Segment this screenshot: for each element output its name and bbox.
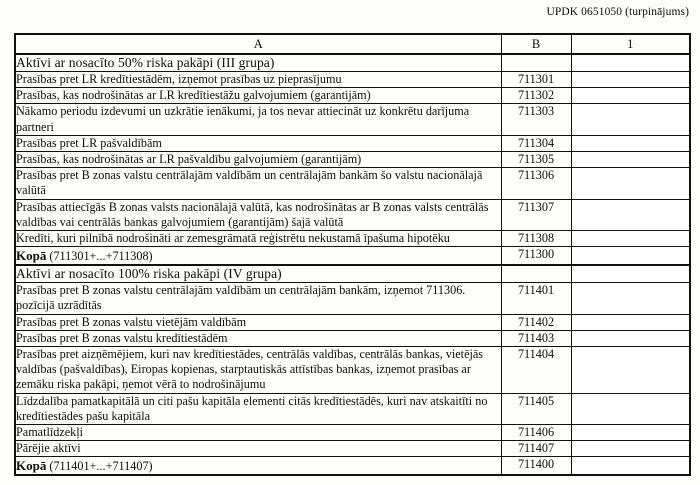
row-value-input[interactable] [571, 314, 690, 330]
group-title-iii: Aktīvi ar nosacīto 50% riska pakāpi (III grupa) [15, 54, 501, 72]
row-value-input[interactable] [571, 393, 690, 424]
group-total-label-formula: (711301+...+711308) [46, 249, 153, 264]
row-label: Prasības pret B zonas valstu centrālajām valdībām un centrālajām bankām šo valstu nacionālajā valūtā [15, 168, 501, 199]
row-value-input[interactable] [571, 231, 690, 247]
table-row [15, 168, 690, 199]
row-code: 711403 [501, 330, 571, 346]
row-code: 711405 [501, 393, 571, 424]
group-title-value-cell[interactable] [571, 54, 690, 72]
group-total-label-bold: Kopā [16, 248, 47, 264]
row-label: Līdzdalība pamatkapitālā un citi pašu kapitāla elementi citās kredītiestādēs, kuri nav atskaitīti no kredītiestādes pašu kapitāla [15, 393, 501, 424]
group-total-code: 711400 [501, 457, 571, 476]
group-title-value-cell[interactable] [571, 265, 690, 283]
row-code: 711308 [501, 231, 571, 247]
row-label: Prasības pret LR kredītiestādēm, izņemot prasības uz pieprasījumu [15, 72, 501, 88]
group-total-label [15, 247, 501, 266]
table-row [15, 425, 690, 441]
table-row [15, 88, 690, 104]
row-label: Prasības pret B zonas valstu vietējām valdībām [15, 314, 501, 330]
row-value-input[interactable] [571, 199, 690, 230]
group-total-value-input[interactable] [571, 457, 690, 476]
group-title-row [15, 265, 690, 283]
table-row [15, 314, 690, 330]
group-title-code-spacer [501, 265, 571, 283]
row-label: Prasības pret aizņēmējiem, kuri nav kredītiestādes, centrālās valdības, centrālās bankas, vietējās valdības (pašvaldības), Eiropas kopienas, starptautiskās attīstības bankas, izņemot prasības ar zemāku riska pakāpi, ņemot vērā to nodrošinājumu [15, 347, 501, 394]
row-code: 711303 [501, 104, 571, 135]
table-row [15, 330, 690, 346]
group-total-label [15, 457, 501, 476]
risk-weight-assets-table-wrapper [14, 33, 689, 476]
row-code: 711305 [501, 152, 571, 168]
table-row [15, 347, 690, 394]
row-code: 711404 [501, 347, 571, 394]
row-code: 711306 [501, 168, 571, 199]
row-label: Prasības pret B zonas valstu centrālajām valdībām un centrālajām bankām, izņemot 711306. pozīcijā uzrādītās [15, 283, 501, 314]
row-value-input[interactable] [571, 347, 690, 394]
row-value-input[interactable] [571, 330, 690, 346]
row-code: 711307 [501, 199, 571, 230]
column-header-b: B [501, 34, 571, 54]
row-value-input[interactable] [571, 88, 690, 104]
group-total-label-bold: Kopā [16, 458, 47, 474]
row-value-input[interactable] [571, 425, 690, 441]
risk-weight-assets-table [14, 33, 691, 476]
row-label: Prasības attiecīgās B zonas valsts nacionālajā valūtā, kas nodrošinātas ar B zonas valsts centrālās valdības vai centrālās bankas galvojumiem (garantijām) šajā valūtā [15, 199, 501, 230]
row-code: 711301 [501, 72, 571, 88]
group-total-label-formula: (711401+...+711407) [46, 459, 153, 474]
row-code: 711402 [501, 314, 571, 330]
row-value-input[interactable] [571, 72, 690, 88]
row-value-input[interactable] [571, 441, 690, 457]
row-code: 711407 [501, 441, 571, 457]
table-total-row [15, 247, 690, 266]
row-label: Pārējie aktīvi [15, 441, 501, 457]
group-title-row [15, 54, 690, 72]
row-code: 711304 [501, 135, 571, 151]
row-value-input[interactable] [571, 104, 690, 135]
group-title-code-spacer [501, 54, 571, 72]
table-row [15, 152, 690, 168]
group-total-code: 711300 [501, 247, 571, 266]
group-title-iv: Aktīvi ar nosacīto 100% riska pakāpi (IV grupa) [15, 265, 501, 283]
row-value-input[interactable] [571, 283, 690, 314]
row-label: Prasības, kas nodrošinātas ar LR pašvaldību galvojumiem (garantijām) [15, 152, 501, 168]
row-label: Nākamo periodu izdevumi un uzkrātie ienākumi, ja tos nevar attiecināt uz konkrētu darījuma partneri [15, 104, 501, 135]
row-label: Prasības pret B zonas valstu kredītiestādēm [15, 330, 501, 346]
row-code: 711302 [501, 88, 571, 104]
row-label: Prasības, kas nodrošinātas ar LR kredītiestāžu galvojumiem (garantijām) [15, 88, 501, 104]
row-label: Prasības pret LR pašvaldībām [15, 135, 501, 151]
row-code: 711401 [501, 283, 571, 314]
table-header-row [15, 34, 690, 54]
row-value-input[interactable] [571, 152, 690, 168]
table-total-row [15, 457, 690, 476]
table-row [15, 104, 690, 135]
table-row [15, 199, 690, 230]
row-value-input[interactable] [571, 135, 690, 151]
table-row [15, 72, 690, 88]
table-row [15, 283, 690, 314]
column-header-1: 1 [571, 34, 690, 54]
table-row [15, 441, 690, 457]
row-label: Kredīti, kuri pilnībā nodrošināti ar zemesgrāmatā reģistrētu nekustamā īpašuma hipotēku [15, 231, 501, 247]
document-form-code: UPDK 0651050 (turpinājums) [546, 6, 689, 18]
row-code: 711406 [501, 425, 571, 441]
row-value-input[interactable] [571, 168, 690, 199]
table-row [15, 231, 690, 247]
table-row [15, 135, 690, 151]
row-label: Pamatlīdzekļi [15, 425, 501, 441]
group-total-value-input[interactable] [571, 247, 690, 266]
column-header-a: A [15, 34, 501, 54]
table-row [15, 393, 690, 424]
